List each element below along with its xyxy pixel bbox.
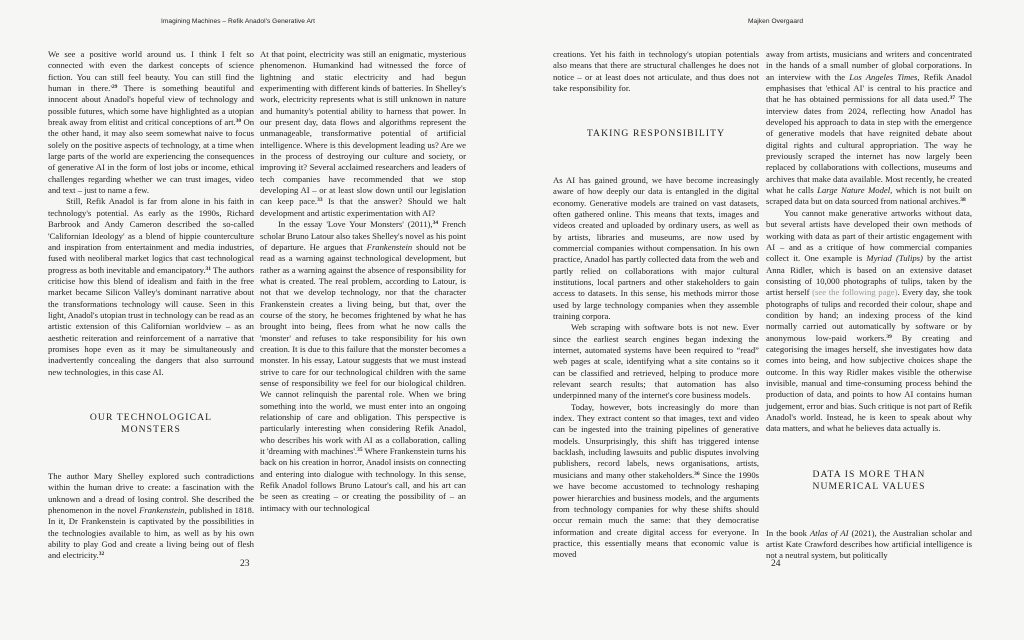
page-23-column-2	[260, 49, 466, 514]
footnote-ref[interactable]: 36	[694, 470, 700, 477]
paragraph: Today, however, bots increasingly do more than index. They extract content so that images, text and video can be ingested into the training pipelines of generative models. Unsurprisingly, this shift has triggered intense backlash, including lawsuits and public disputes involving publishers, record labels, news organisations, artists, musicians and many other stakeholders.$^{36}$ Since the 1990s we have become accustomed to technology reshaping power hierarchies and business models, and the arguments from technology companies for why these shifts should occur remain much the same: that they democratise information and create digital access for everyone. In practice, this essentially means that economic value is moved	[553, 401, 759, 560]
paragraph: The author Mary Shelley explored such contradictions within the human drive to create: a fascination with the unknown and a dread of losing control. She described the phenomenon in the novel Frankenstein, published in 1818. In it, Dr Frankenstein is captivated by the possibilities in the technologies available to him, as well as by his own ability to play God and create a living being out of flesh and electricity.$^{32}$	[48, 470, 254, 561]
page-23-column-1	[48, 49, 254, 562]
section-heading: OUR TECHNOLOGICAL MONSTERS	[89, 411, 213, 436]
footnote-ref[interactable]: 31	[205, 265, 212, 272]
footnote-ref[interactable]: 32	[98, 551, 105, 558]
footnote-ref[interactable]: 38	[960, 197, 966, 204]
footnote-ref[interactable]: 30	[235, 118, 242, 125]
footnote-ref[interactable]: 33	[317, 197, 323, 204]
paragraph: Still, Refik Anadol is far from alone in his faith in technology's potential. As early as the 1990s, Richard Barbrook and Andy Cameron described the so-called 'Californian Ideology' as a blend of hippie counterculture and inspiration from entertainment and media industries, fused with neoliberal market logics that cast technological progress as both inevitable and emancipatory.$^{31}$ The authors criticise how this blend of idealism and faith in the free market became Silicon Valley's dominant narrative about the transformations technology will cause. Seen in this light, Anadol's utopian trust in technology can be read as an artistic extension of this Californian worldview – as an aesthetic reiteration and reinforcement of a narrative that promises hope even as it may be simultaneously and inadvertently concealing the dangers that also surround new technologies, in this case AI.	[48, 196, 254, 377]
paragraph: You cannot make generative artworks without data, but several artists have developed their own methods of working with data as part of their artistic engagement with AI – and as a critique of how commercial companies collect it. One example is Myriad (Tulips) by the artist Anna Ridler, which is based on an extensive dataset consisting of 10,000 photographs of tulips, taken by the artist herself (see the following page). Every day, she took photographs of tulips and recorded their colour, shape and condition by hand; an indexing process of the kind normally carried out automatically by software or by anonymous low-paid workers.$^{39}$ By creating and categorising the images herself, she investigates how data comes into being, and how subjective choices shape the outcome. In this way Ridler makes visible the otherwise invisible, manual and time-consuming process behind the production of data, and points to how AI contains human judgement, error and bias. Such critique is not part of Refik Anadol's world. Instead, he is keen to speak about why data matters, and what he believes data actually is.	[766, 207, 973, 434]
cross-reference-link[interactable]: (see the following page)	[812, 287, 898, 298]
page-number-right: 24	[771, 559, 781, 569]
paragraph: At that point, electricity was still an enigmatic, mysterious phenomenon. Humankind had witnessed the force of lightning and static electricity and had begun experimenting with different kinds of batteries. In Shelley's work, electricity represents what is still unknown in nature and humanity's potential ability to harness that power. In our present day, data flows and algorithms represent the unmanageable, transformative potential of artificial intelligence. Where is this development leading us? Are we in the process of destroying our culture and society, or improving it? Several acclaimed researchers and leaders of tech companies have recommended that we stop developing AI – or at least slow down until our legislation can keep pace.$^{33}$ Is that the answer? Should we halt development and artistic experimentation with AI?	[260, 49, 466, 218]
page-number-left: 23	[240, 559, 250, 569]
paragraph: away from artists, musicians and writers and concentrated in the hands of a small number of global corporations. In an interview with the Los Angeles Times, Refik Anadol emphasises that 'ethical AI' is central to his practice and that he has obtained permissions for all data used.$^{37}$ The interview dates from 2024, reflecting how Anadol has developed his approach to data in step with the emergence of generative models that have reignited debate about digital rights and cultural appropriation. The way he previously scraped the internet has now largely been replaced by collaborations with collections, museums and archives that make data available. Most recently, he created what he calls Large Nature Model, which is not built on scraped data but on data sourced from national archives.$^{38}$	[766, 49, 972, 207]
running-head-right: Majken Overgaard	[748, 18, 804, 25]
footnote-ref[interactable]: 39	[886, 333, 892, 340]
paragraph: We see a positive world around us. I think I felt so connected with even the darkest concepts of science fiction. You can still feel beauty. You can still find the human in $there.'^{29}$ There is something beautiful and innocent about Anadol's hopeful view of technology and possible futures, which some have highlighted as a utopian break away from elitist and critical conceptions of art.$^{30}$ On the other hand, it may also seem somewhat naive to focus solely on the positive aspects of technology, at a time when large parts of the world are experiencing the consequences of generative AI in the form of lost jobs or income, ethical challenges regarding whether we can trust images, video and text – just to name a few.	[48, 49, 255, 196]
footnote-ref[interactable]: 37	[949, 95, 956, 102]
paragraph: In the book Atlas of AI (2021), the Australian scholar and artist Kate Crawford describes how artificial intelligence is not a neutral system, but politically	[766, 527, 972, 561]
footnote-ref[interactable]: 34	[432, 220, 439, 227]
paragraph: As AI has gained ground, we have become increasingly aware of how deeply our data is entangled in the digital economy. Generative models are trained on vast datasets, often gathered online. This means that texts, images and videos created and uploaded by ordinary users, as well as by artists, libraries and museums, are now used by commercial companies without compensation. In his own practice, Anadol has partly collected data from the web and partly relied on collaborations with major cultural institutions, local partners and other stakeholders to gain access to datasets. In this sense, his methods mirror those used by large technology companies when they assemble training corpora.	[553, 174, 759, 321]
section-heading: TAKING RESPONSIBILITY	[586, 128, 726, 140]
page-24-column-1	[553, 49, 759, 561]
running-head-left: Imagining Machines – Refik Anadol's Generative Art	[161, 18, 316, 25]
footnote-ref[interactable]: 29	[111, 84, 118, 91]
page-24-column-2	[766, 49, 972, 562]
paragraph: Web scraping with software bots is not new. Ever since the earliest search engines began indexing the internet, automated systems have been required to “read” web pages at scale, identifying what a site contains so it can be classified and retrieved, helping to produce more relevant search results; that automation has also underpinned many of the internet's core business models.	[553, 322, 759, 401]
paragraph: In the essay 'Love Your Monsters' (2011),$^{34}$ French scholar Bruno Latour also takes Shelley's novel as his point of departure. He argues that Frankenstein should not be read as a warning against technological development, but rather as a warning against the absence of responsibility for what is created. The real problem, according to Latour, is not that we develop technology, nor that the character Frankenstein creates a living being, but that, over the course of the story, he becomes frightened by what he has brought into being, flees from what he now calls the 'monster' and refuses to take responsibility for his own creation. It is due to this failure that the monster becomes a monster. In his essay, Latour suggests that we must instead strive to care for our technological children with the same sense of responsibility we feel for our biological children. We cannot relinquish the parental role. When we bring something into the world, we must enter into an ongoing relationship of care and obligation. This perspective is particularly interesting when considering Refik Anadol, who describes his work with AI as a collaboration, calling it 'dreaming with machines'.$^{35}$ Where Frankenstein turns his back on his creation in horror, Anadol insists on connecting and entering into dialogue with technology. In this sense, Refik Anadol follows Bruno Latour's call, and his art can be seen as creating – or creating the possibility of – an intimacy with our technological	[260, 219, 467, 513]
paragraph: creations. Yet his faith in technology's utopian potentials also means that there are structural challenges he does not notice – or at least does not articulate, and thus does not take responsibility for.	[553, 49, 759, 94]
section-heading: DATA IS MORE THAN NUMERICAL VALUES	[812, 468, 926, 493]
footnote-ref[interactable]: 35	[357, 447, 363, 454]
